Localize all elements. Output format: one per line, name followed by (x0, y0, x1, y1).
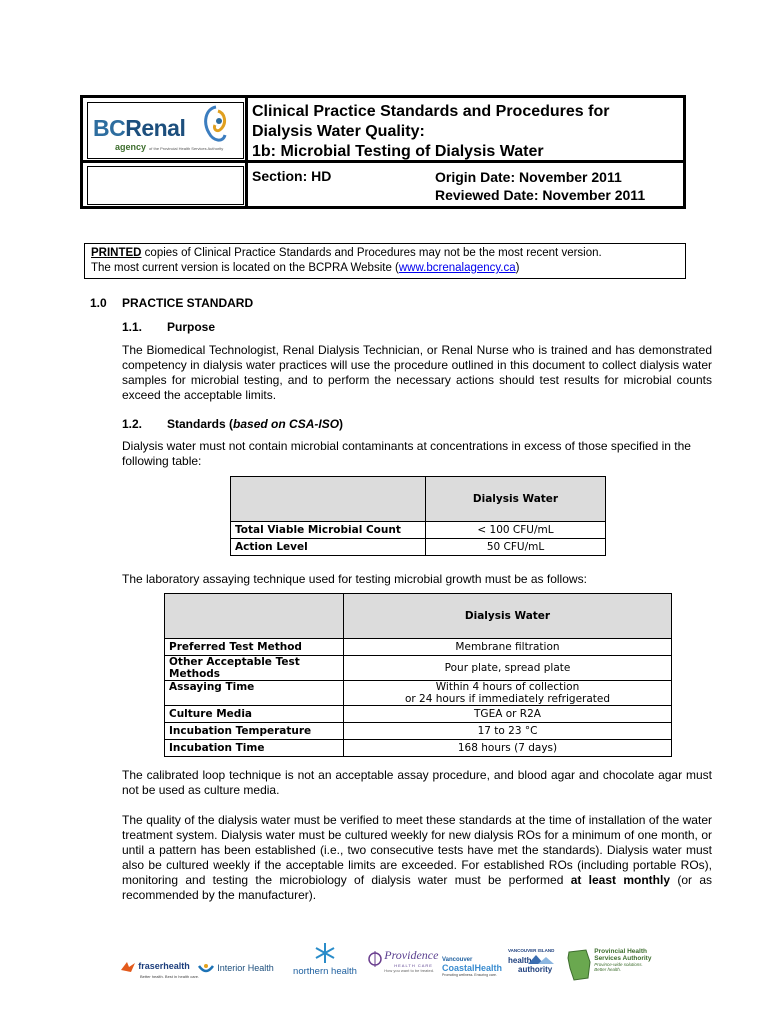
snowflake-icon (315, 942, 335, 964)
table-row (165, 639, 672, 656)
mountain-icon (508, 954, 558, 964)
table-cell-label: Action Level (231, 539, 426, 556)
subsection-title: Standards (based on CSA-ISO) (167, 417, 344, 431)
table-row (231, 539, 606, 556)
table-cell-label: Incubation Time (165, 740, 344, 757)
vancouver-coastal-health-logo: Vancouver CoastalHealth Promoting wellness. Ensuring care. (442, 957, 503, 977)
phsa-logo: Provincial Health Services Authority Province-wide solutions. Better health. (566, 948, 651, 988)
table-cell-value: 50 CFU/mL (426, 539, 606, 556)
table-cell-value: Membrane filtration (344, 639, 672, 656)
reviewed-date: Reviewed Date: November 2011 (435, 187, 646, 203)
section-label: Section: HD (252, 168, 332, 184)
table-cell-label: Culture Media (165, 706, 344, 723)
table-cell-value: 168 hours (7 days) (344, 740, 672, 757)
logo-agency: agency (115, 142, 147, 152)
table-cell-label: Other Acceptable Test Methods (165, 656, 344, 681)
divider (245, 98, 248, 206)
table-header-row (165, 594, 672, 639)
document-header (80, 95, 686, 209)
table-row (165, 740, 672, 757)
northern-health-logo: northern health (290, 942, 360, 982)
table-row (165, 706, 672, 723)
table-header-empty (231, 477, 426, 522)
table-cell-value: < 100 CFU/mL (426, 522, 606, 539)
logo-cell (87, 102, 244, 159)
interior-health-logo: Interior Health (197, 962, 274, 1002)
microbial-limits-table (230, 476, 606, 556)
vancouver-island-health-logo: VANCOUVER ISLAND health authority (508, 948, 554, 988)
table-row (165, 723, 672, 740)
quality-paragraph: The quality of the dialysis water must be verified to meet these standards at the time of installation of the water treatment system. Dialysis water must be cultured weekly for new dialysis ROs for a minimum of one month, or until a pattern has been established (i.e., two consecutive tests have met the standards). Dialysis water must also be cultured weekly if the acceptable limits are exceeded. For established ROs (including portable ROs), monitoring and testing the microbiology of dialysis water must be performed at least monthly (or as recommended by the manufacturer). (122, 813, 712, 902)
table-row (165, 656, 672, 681)
empty-cell (87, 166, 244, 205)
interior-health-icon (197, 962, 215, 976)
table-header-row (231, 477, 606, 522)
lab-paragraph: The laboratory assaying technique used for testing microbial growth must be as follows: (122, 572, 587, 586)
table-cell-value: Pour plate, spread plate (344, 656, 672, 681)
purpose-paragraph: The Biomedical Technologist, Renal Dialysis Technician, or Renal Nurse who is trained and has demonstrated competency in dialysis water practices will use the procedure outlined in this document to collect dialysis water samples for microbial testing, and to perform the necessary actions should test results for microbial counts exceed the acceptable limits. (122, 343, 712, 402)
providence-icon (368, 948, 382, 970)
table-cell-label: Incubation Temperature (165, 723, 344, 740)
logo-renal: Renal (125, 115, 186, 141)
table-cell-label: Assaying Time (165, 681, 344, 706)
origin-date: Origin Date: November 2011 (435, 169, 622, 185)
logo-bc: BC (93, 115, 126, 141)
table-cell-value: TGEA or R2A (344, 706, 672, 723)
table-cell-label: Preferred Test Method (165, 639, 344, 656)
standards-paragraph: Dialysis water must not contain microbial contaminants at concentrations in excess of those specified in the following table: (122, 439, 691, 468)
dates (435, 168, 645, 204)
providence-logo: Providence HEALTH CARE How you want to be treated. (368, 948, 438, 988)
section-number: 1.0 (90, 296, 107, 310)
assay-technique-table (164, 593, 672, 757)
table-header-empty (165, 594, 344, 639)
table-cell-value: Within 4 hours of collection or 24 hours if immediately refrigerated (344, 681, 672, 706)
document-title: Clinical Practice Standards and Procedures for Dialysis Water Quality: 1b: Microbial Testing of Dialysis Water (252, 103, 610, 160)
subsection-number: 1.2. (122, 417, 143, 431)
subsection-number: 1.1. (122, 320, 143, 334)
table-row (231, 522, 606, 539)
table-cell-label: Total Viable Microbial Count (231, 522, 426, 539)
printed-notice: PRINTED copies of Clinical Practice Standards and Procedures may not be the most recent version. The most current version is located on the BCPRA Website (www.bcrenalagency.ca) (84, 243, 686, 279)
bcrenal-logo (93, 109, 233, 153)
subsection-title: Purpose (167, 320, 216, 334)
table-row (165, 681, 672, 706)
website-link[interactable]: www.bcrenalagency.ca (398, 262, 516, 274)
table-cell-value: 17 to 23 °C (344, 723, 672, 740)
fraserhealth-icon (120, 960, 136, 974)
fraserhealth-logo: fraserhealth Better health. Best in health care. (120, 960, 199, 1000)
section-title: PRACTICE STANDARD (122, 296, 254, 310)
bc-map-icon (566, 948, 592, 982)
table-header: Dialysis Water (344, 594, 672, 639)
table-header: Dialysis Water (426, 477, 606, 522)
kidney-swirl-icon (201, 103, 231, 147)
calibrated-loop-paragraph: The calibrated loop technique is not an acceptable assay procedure, and blood agar and chocolate agar must not be used as culture media. (122, 768, 712, 797)
logo-agency-sub: of the Provincial Health Services Authority (149, 146, 224, 151)
